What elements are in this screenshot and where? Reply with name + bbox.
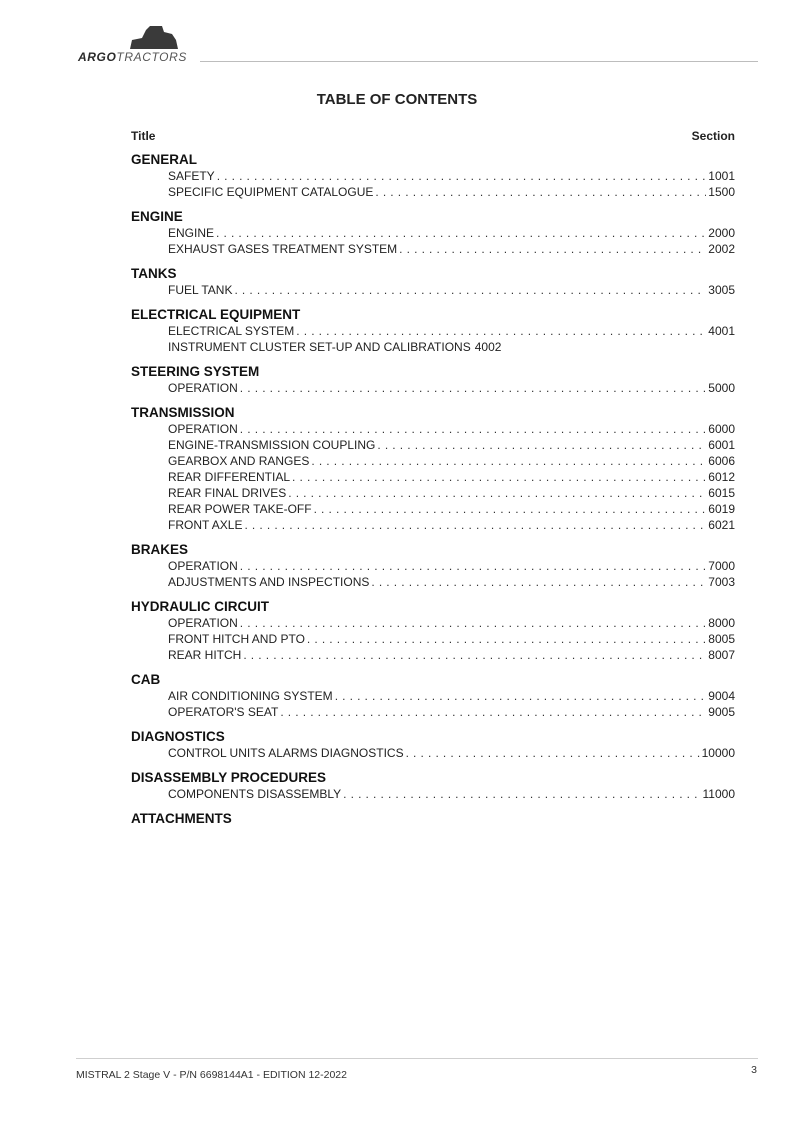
chapter-title[interactable]: BRAKES [131, 542, 189, 557]
dot-leader [406, 745, 700, 761]
dot-leader [240, 421, 707, 437]
argo-tractors-logo [76, 22, 196, 66]
entry-title: FRONT HITCH AND PTO [168, 632, 305, 646]
chapter-title[interactable]: TRANSMISSION [131, 405, 235, 420]
entry-title: REAR HITCH [168, 648, 242, 662]
chapter-title[interactable]: STEERING SYSTEM [131, 364, 260, 379]
entry-section-number: 6019 [708, 502, 735, 516]
toc-entry[interactable] [131, 282, 735, 298]
toc-chapter [131, 306, 735, 355]
toc-chapter [131, 541, 735, 590]
toc-entry[interactable] [131, 786, 735, 802]
entry-title: ENGINE-TRANSMISSION COUPLING [168, 438, 376, 452]
toc-entry[interactable] [131, 647, 735, 663]
entry-title: SPECIFIC EQUIPMENT CATALOGUE [168, 185, 374, 199]
dot-leader [216, 225, 706, 241]
entry-title: SAFETY [168, 169, 215, 183]
entry-title: FUEL TANK [168, 283, 233, 297]
toc-chapter [131, 265, 735, 298]
toc-entry[interactable] [131, 380, 735, 396]
entry-section-number: 1001 [708, 169, 735, 183]
dot-leader [399, 241, 706, 257]
entry-title: ADJUSTMENTS AND INSPECTIONS [168, 575, 370, 589]
toc-entry[interactable] [131, 225, 735, 241]
entry-title: OPERATION [168, 559, 238, 573]
dot-leader [296, 323, 706, 339]
entry-section-number: 4001 [708, 324, 735, 338]
chapter-title[interactable]: CAB [131, 672, 161, 687]
chapter-title[interactable]: DISASSEMBLY PROCEDURES [131, 770, 327, 785]
toc-entry[interactable] [131, 574, 735, 590]
chapter-title[interactable]: GENERAL [131, 152, 198, 167]
toc-entry[interactable] [131, 631, 735, 647]
toc-entry[interactable] [131, 421, 735, 437]
toc-chapter [131, 728, 735, 761]
dot-leader [240, 380, 707, 396]
dot-leader [288, 485, 706, 501]
toc-chapter [131, 151, 735, 200]
column-header-section: Section [691, 129, 735, 143]
entry-title: OPERATION [168, 422, 238, 436]
entry-section-number: 6000 [708, 422, 735, 436]
page-title: TABLE OF CONTENTS [316, 91, 478, 108]
page-number: 3 [751, 1064, 757, 1076]
entry-title: COMPONENTS DISASSEMBLY [168, 787, 342, 801]
toc-entry[interactable] [131, 688, 735, 704]
toc-entry[interactable] [131, 323, 735, 339]
entry-title: REAR DIFFERENTIAL [168, 470, 291, 484]
table-of-contents [131, 151, 735, 835]
brand-name-light: TRACTORS [116, 50, 187, 64]
entry-section-number: 6001 [708, 438, 735, 452]
entry-section-number: 7003 [708, 575, 735, 589]
entry-section-number: 8007 [708, 648, 735, 662]
toc-entry[interactable] [131, 704, 735, 720]
dot-leader [307, 631, 706, 647]
toc-entry[interactable] [131, 184, 735, 200]
entry-section-number: 5000 [708, 381, 735, 395]
entry-section-number: 10000 [701, 746, 735, 760]
brand-name-bold: ARGO [78, 50, 117, 64]
toc-chapter [131, 363, 735, 396]
toc-chapter [131, 810, 735, 827]
entry-section-number: 7000 [708, 559, 735, 573]
footer-rule [76, 1058, 758, 1059]
dot-leader [280, 704, 706, 720]
entry-section-number: 8005 [708, 632, 735, 646]
entry-section-number: 1500 [708, 185, 735, 199]
entry-title: FRONT AXLE [168, 518, 243, 532]
entry-section-number: 2002 [708, 242, 735, 256]
toc-entry[interactable] [131, 469, 735, 485]
footer-text: MISTRAL 2 Stage V - P/N 6698144A1 - EDITION 12-2022 [76, 1069, 347, 1081]
entry-title: OPERATOR'S SEAT [168, 705, 279, 719]
entry-section-number: 6015 [708, 486, 735, 500]
entry-section-number: 6006 [708, 454, 735, 468]
toc-entry[interactable] [131, 745, 735, 761]
toc-chapter [131, 769, 735, 802]
column-header-title: Title [131, 129, 156, 143]
entry-title: AIR CONDITIONING SYSTEM [168, 689, 333, 703]
header-rule [200, 61, 758, 62]
dot-leader [240, 558, 707, 574]
entry-section-number: 9004 [708, 689, 735, 703]
entry-section-number: 11000 [702, 787, 735, 801]
page-header [76, 22, 758, 66]
entry-title: INSTRUMENT CLUSTER SET-UP AND CALIBRATIONS [168, 340, 471, 354]
entry-title: ENGINE [168, 226, 215, 240]
dot-leader [292, 469, 706, 485]
entry-title: GEARBOX AND RANGES [168, 454, 310, 468]
dot-leader [343, 786, 700, 802]
entry-title: ELECTRICAL SYSTEM [168, 324, 295, 338]
toc-entry[interactable] [131, 339, 735, 355]
toc-entry[interactable] [131, 615, 735, 631]
dot-leader [311, 453, 706, 469]
dot-leader [375, 184, 706, 200]
entry-title: OPERATION [168, 616, 238, 630]
dot-leader [314, 501, 707, 517]
dot-leader [244, 517, 706, 533]
toc-entry[interactable] [131, 517, 735, 533]
toc-chapter [131, 671, 735, 720]
dot-leader [240, 615, 707, 631]
toc-chapter [131, 598, 735, 663]
entry-section-number: 3005 [708, 283, 735, 297]
toc-entry[interactable] [131, 241, 735, 257]
entry-section-number: 2000 [708, 226, 735, 240]
chapter-title[interactable]: ATTACHMENTS [131, 811, 232, 826]
tractor-icon [128, 24, 180, 50]
entry-section-number: 9005 [708, 705, 735, 719]
dot-leader [217, 168, 707, 184]
toc-entry[interactable] [131, 453, 735, 469]
toc-entry[interactable] [131, 437, 735, 453]
entry-section-number: 4002 [474, 340, 502, 354]
entry-title: EXHAUST GASES TREATMENT SYSTEM [168, 242, 398, 256]
chapter-title[interactable]: DIAGNOSTICS [131, 729, 225, 744]
entry-section-number: 6021 [708, 518, 735, 532]
entry-section-number: 6012 [708, 470, 735, 484]
chapter-title[interactable]: HYDRAULIC CIRCUIT [131, 599, 269, 614]
dot-leader [377, 437, 706, 453]
toc-entry[interactable] [131, 558, 735, 574]
entry-section-number: 8000 [708, 616, 735, 630]
entry-title: OPERATION [168, 381, 238, 395]
dot-leader [234, 282, 706, 298]
toc-entry[interactable] [131, 501, 735, 517]
dot-leader [371, 574, 706, 590]
toc-chapter [131, 404, 735, 533]
dot-leader [243, 647, 706, 663]
entry-title: CONTROL UNITS ALARMS DIAGNOSTICS [168, 746, 404, 760]
chapter-title[interactable]: ELECTRICAL EQUIPMENT [131, 307, 301, 322]
chapter-title[interactable]: TANKS [131, 266, 177, 281]
chapter-title[interactable]: ENGINE [131, 209, 183, 224]
entry-title: REAR POWER TAKE-OFF [168, 502, 312, 516]
dot-leader [335, 688, 707, 704]
entry-title: REAR FINAL DRIVES [168, 486, 287, 500]
toc-chapter [131, 208, 735, 257]
toc-entry[interactable] [131, 485, 735, 501]
toc-entry[interactable] [131, 168, 735, 184]
